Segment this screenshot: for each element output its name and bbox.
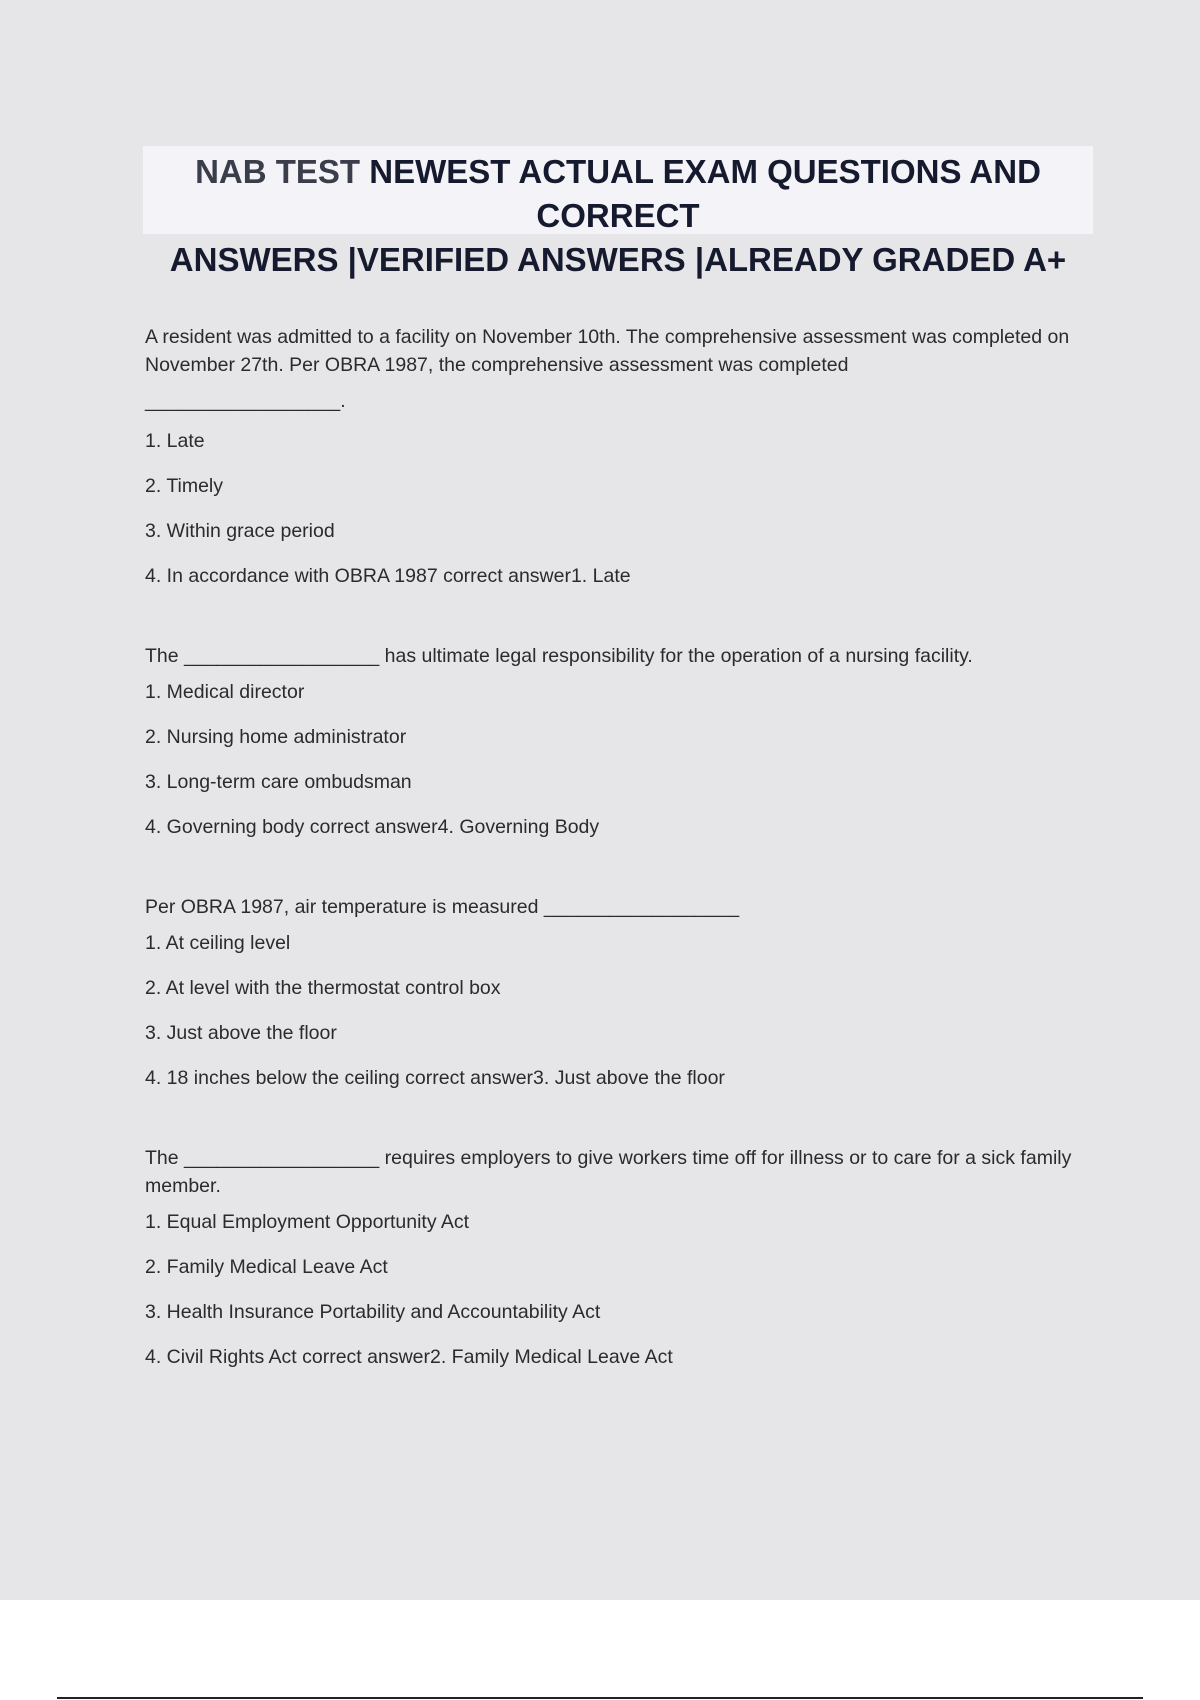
option-item: 2. Timely	[145, 475, 224, 497]
option-item: 3. Health Insurance Portability and Accountability Act	[145, 1301, 601, 1323]
question-1	[145, 323, 1090, 590]
questions-list	[145, 323, 1090, 1423]
question-stem: The __________________ has ultimate legal responsibility for the operation of a nursing facility.	[145, 645, 973, 667]
option-item: 3. Within grace period	[145, 520, 335, 542]
question-2	[145, 642, 1090, 841]
title-line-2: ANSWERS |VERIFIED ANSWERS |ALREADY GRADED A+	[169, 241, 1067, 278]
title-line-1-rest: NEWEST ACTUAL EXAM QUESTIONS AND CORRECT	[369, 153, 1041, 234]
option-item: 4. Civil Rights Act correct answer2. Family Medical Leave Act	[145, 1346, 673, 1368]
option-item: 3. Just above the floor	[145, 1022, 337, 1044]
question-3	[145, 893, 1090, 1092]
option-item: 4. In accordance with OBRA 1987 correct answer1. Late	[145, 565, 631, 587]
question-stem: A resident was admitted to a facility on November 10th. The comprehensive assessment was completed on November 27th. Per OBRA 1987, the comprehensive assessment was completed	[145, 326, 1070, 376]
option-item: 1. Medical director	[145, 681, 305, 703]
option-item: 4. 18 inches below the ceiling correct answer3. Just above the floor	[145, 1067, 725, 1089]
question-4	[145, 1144, 1090, 1371]
answer-blank: __________________.	[145, 390, 346, 412]
title-line-1	[143, 150, 1093, 238]
option-item: 2. Family Medical Leave Act	[145, 1256, 388, 1278]
footer-divider	[57, 1697, 1143, 1699]
option-item: 1. Late	[145, 430, 205, 452]
option-item: 1. Equal Employment Opportunity Act	[145, 1211, 470, 1233]
option-item: 3. Long-term care ombudsman	[145, 771, 412, 793]
option-item: 2. At level with the thermostat control box	[145, 977, 501, 999]
option-item: 1. At ceiling level	[145, 932, 291, 954]
document-title	[143, 146, 1093, 278]
option-item: 4. Governing body correct answer4. Governing Body	[145, 816, 600, 838]
title-lead: NAB TEST	[195, 153, 361, 190]
question-stem: The __________________ requires employers to give workers time off for illness or to care for a sick family member.	[145, 1147, 1072, 1197]
question-stem: Per OBRA 1987, air temperature is measured __________________	[145, 896, 740, 918]
option-item: 2. Nursing home administrator	[145, 726, 407, 748]
